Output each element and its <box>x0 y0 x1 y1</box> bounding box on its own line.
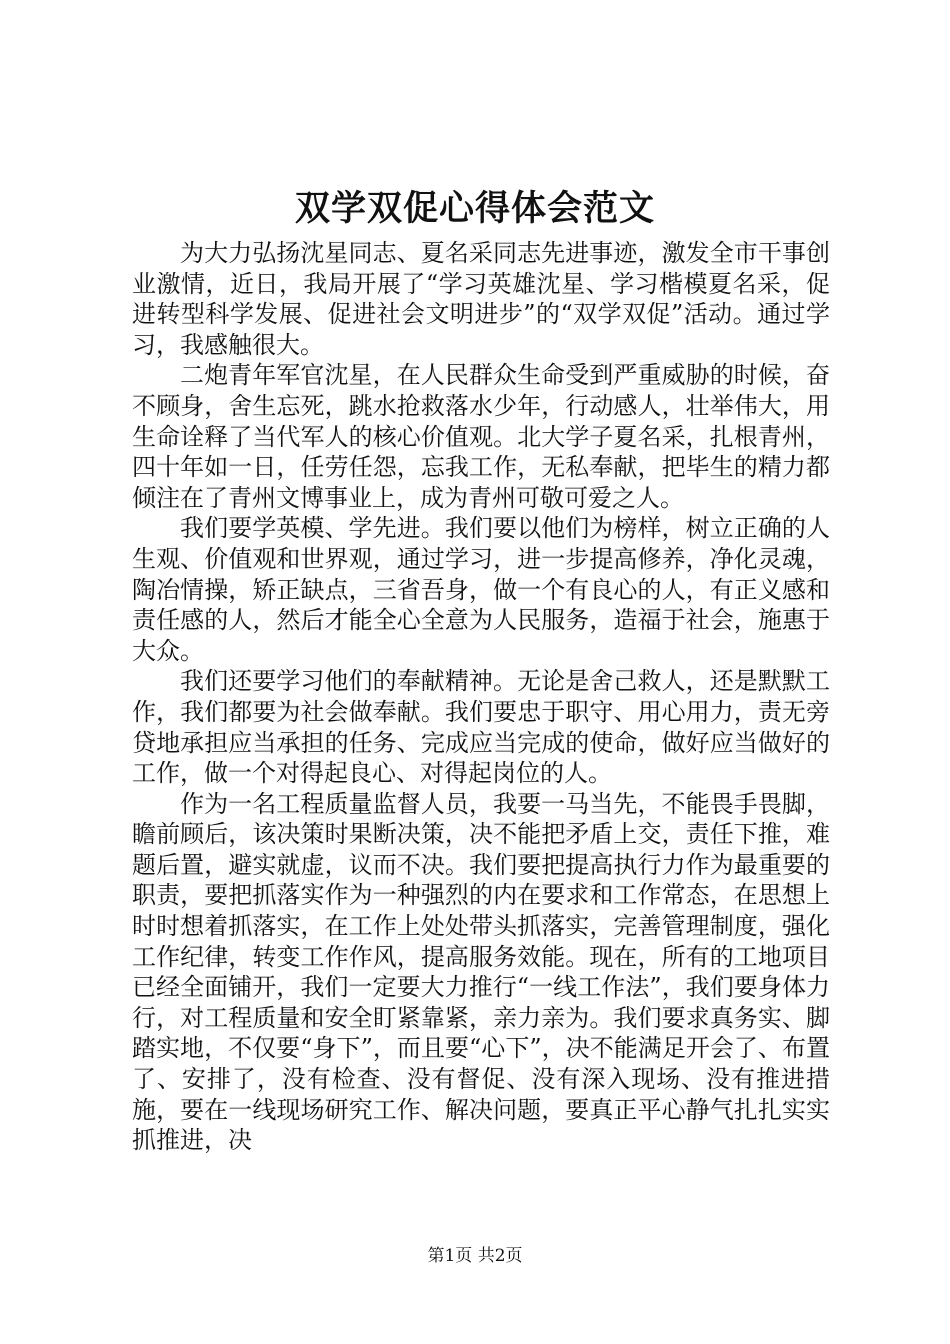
document-title: 双学双促心得体会范文 <box>294 188 655 229</box>
paragraph: 作为一名工程质量监督人员，我要一马当先，不能畏手畏脚，瞻前顾后，该决策时果断决策，决不能把矛盾上交，责任下推，难题后置，避实就虚，议而不决。我们要把提高执行力作为最重要的职责，要把抓落实作为一种强烈的内在要求和工作常态，在思想上时时想着抓落实，在工作上处处带头抓落实，完善管理制度，强化工作纪律，转变工作作风，提高服务效能。现在，所有的工地项目已经全面铺开，我们一定要大力推行“一线工作法”，我们要身体力行，对工程质量和安全盯紧靠紧，亲力亲为。我们要求真务实、脚踏实地，不仅要“身下”，而且要“心下”，决不能满足开会了、布置了、安排了，没有检查、没有督促、没有深入现场、没有推进措施，要在一线现场研究工作、解决问题，要真正平心静气扎扎实实抓推进，决 <box>132 789 830 1155</box>
paragraph: 二炮青年军官沈星，在人民群众生命受到严重威胁的时候，奋不顾身，舍生忘死，跳水抢救落水少年，行动感人，壮举伟大，用生命诠释了当代军人的核心价值观。北大学子夏名采，扎根青州，四十年如一日，任劳任怨，忘我工作，无私奉献，把毕生的精力都倾注在了青州文博事业上，成为青州可敬可爱之人。 <box>132 361 830 512</box>
paragraph: 为大力弘扬沈星同志、夏名采同志先进事迹，激发全市干事创业激情，近日，我局开展了“学习英雄沈星、学习楷模夏名采，促进转型科学发展、促进社会文明进步”的“双学双促”活动。通过学习，我感触很大。 <box>132 239 830 359</box>
paragraph: 我们还要学习他们的奉献精神。无论是舍己救人，还是默默工作，我们都要为社会做奉献。我们要忠于职守、用心用力，责无旁贷地承担应当承担的任务、完成应当完成的使命，做好应当做好的工作，做一个对得起良心、对得起岗位的人。 <box>132 667 830 788</box>
page-footer: 第1页 共2页 <box>427 1246 523 1266</box>
paragraph: 我们要学英模、学先进。我们要以他们为榜样，树立正确的人生观、价值观和世界观，通过学习，进一步提高修养，净化灵魂，陶冶情操，矫正缺点，三省吾身，做一个有良心的人，有正义感和责任感的人，然后才能全心全意为人民服务，造福于社会，施惠于大众。 <box>132 514 830 665</box>
document-body <box>132 238 830 1156</box>
